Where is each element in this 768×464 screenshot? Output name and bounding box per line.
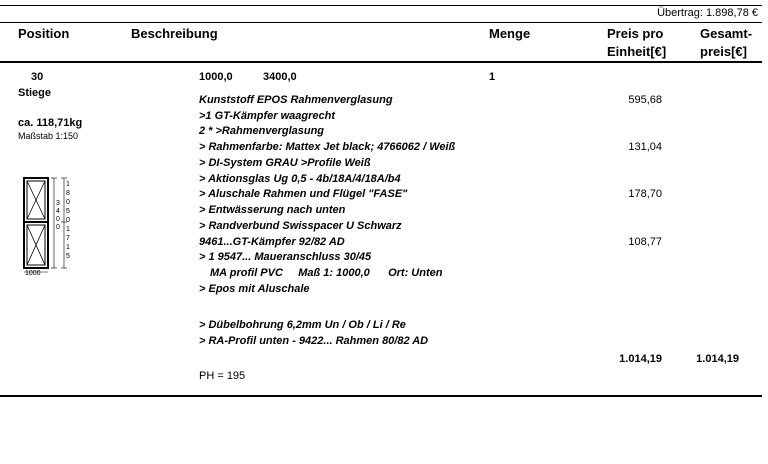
- carryover-amount: Übertrag: 1.898,78 €: [657, 7, 758, 19]
- desc-line: > Randverbund Swisspacer U Schwarz: [199, 220, 402, 232]
- dimension-digit: 1: [66, 226, 70, 233]
- unit-price: 595,68: [628, 94, 662, 106]
- subtotal-total-price: 1.014,19: [696, 353, 739, 365]
- item-quantity: 1: [489, 71, 496, 83]
- position-number: 30: [31, 71, 44, 83]
- subtotal-unit-price: 1.014,19: [619, 353, 662, 365]
- desc-line: > RA-Profil unten - 9422... Rahmen 80/82 AD: [199, 335, 429, 347]
- dimension-digit: 8: [66, 190, 70, 197]
- dimension-digit: 0: [66, 199, 70, 206]
- dimension-digit: 1: [66, 181, 70, 188]
- position-weight: ca. 118,71kg: [18, 117, 83, 129]
- dimension-digit: 1: [66, 244, 70, 251]
- dimension-digit: 5: [66, 208, 70, 215]
- desc-line: MA profil PVC Maß 1: 1000,0 Ort: Unten: [210, 267, 443, 279]
- dimension-digit: 0: [56, 224, 60, 231]
- dimension-digit: 4: [56, 208, 60, 215]
- desc-line: > DI-System GRAU >Profile Weiß: [199, 157, 371, 169]
- dimension-digit: 5: [66, 253, 70, 260]
- desc-line: Kunststoff EPOS Rahmenverglasung: [199, 94, 393, 106]
- header-quantity: Menge: [489, 26, 531, 41]
- top-rule: [0, 5, 762, 6]
- unit-price: 108,77: [628, 236, 662, 248]
- header-total-price-2: preis[€]: [700, 44, 747, 59]
- item-width: 1000,0: [199, 71, 233, 83]
- width-dimension-label: 1000: [25, 270, 41, 277]
- header-rule: [0, 61, 762, 63]
- header-unit-price-2: Einheit[€]: [607, 44, 667, 59]
- bottom-rule: [0, 395, 762, 397]
- header-unit-price-1: Preis pro: [607, 26, 664, 41]
- item-height: 3400,0: [263, 71, 297, 83]
- height-dimension-left: [56, 200, 62, 232]
- dimension-digit: 0: [56, 216, 60, 223]
- header-position: Position: [18, 26, 70, 41]
- desc-line: > Aktionsglas Ug 0,5 - 4b/18A/4/18A/b4: [199, 173, 401, 185]
- desc-line: > Dübelbohrung 6,2mm Un / Ob / Li / Re: [199, 319, 406, 331]
- desc-line: > 1 9547... Maueranschluss 30/45: [199, 251, 372, 263]
- position-scale: Maßstab 1:150: [18, 131, 79, 141]
- desc-line: > Aluschale Rahmen und Flügel "FASE": [199, 188, 408, 200]
- dimension-digit: 7: [66, 235, 70, 242]
- desc-line: 9461...GT-Kämpfer 92/82 AD: [199, 236, 345, 248]
- header-total-price-1: Gesamt-: [700, 26, 753, 41]
- height-dimension-right: [66, 180, 72, 261]
- ph-value: PH = 195: [199, 370, 246, 382]
- header-description: Beschreibung: [131, 26, 218, 41]
- dimension-digit: 3: [56, 200, 60, 207]
- unit-price: 131,04: [628, 141, 662, 153]
- position-name: Stiege: [18, 87, 52, 99]
- desc-line: > Epos mit Aluschale: [199, 283, 310, 295]
- dimension-digit: 0: [66, 217, 70, 224]
- desc-line: > Rahmenfarbe: Mattex Jet black; 4766062 / Weiß: [199, 141, 456, 153]
- desc-line: 2 * >Rahmenverglasung: [199, 125, 325, 137]
- desc-line: > Entwässerung nach unten: [199, 204, 346, 216]
- desc-line: >1 GT-Kämpfer waagrecht: [199, 110, 336, 122]
- carryover-rule: [0, 22, 762, 23]
- unit-price: 178,70: [628, 188, 662, 200]
